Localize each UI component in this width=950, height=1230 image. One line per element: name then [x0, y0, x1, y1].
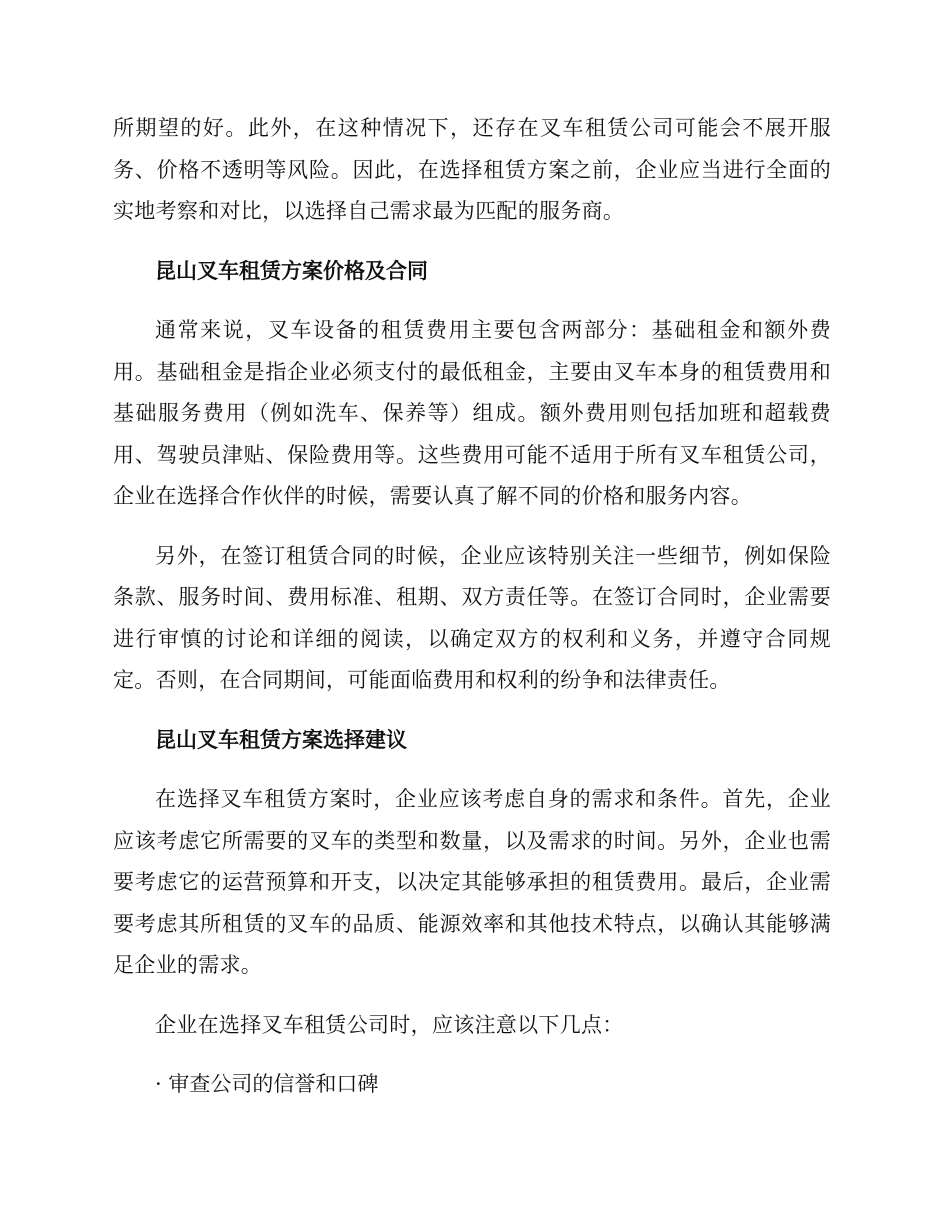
- paragraph-rental-fees: 通常来说，叉车设备的租赁费用主要包含两部分：基础租金和额外费用。基础租金是指企业必须支付的最低租金，主要由叉车本身的租赁费用和基础服务费用（例如洗车、保养等）组成。额外费用则包括加班和超载费用、驾驶员津贴、保险费用等。这些费用可能不适用于所有叉车租赁公司，企业在选择合作伙伴的时候，需要认真了解不同的价格和服务内容。: [113, 318, 831, 508]
- paragraph-continuation: 所期望的好。此外，在这种情况下，还存在叉车租赁公司可能会不展开服务、价格不透明等风险。因此，在选择租赁方案之前，企业应当进行全面的实地考察和对比，以选择自己需求最为匹配的服务商。: [113, 116, 831, 223]
- section-heading-price-contract: 昆山叉车租赁方案价格及合同: [155, 258, 428, 283]
- document-page: [113, 108, 831, 1106]
- paragraph-selection-considerations: 在选择叉车租赁方案时，企业应该考虑自身的需求和条件。首先，企业应该考虑它所需要的叉车的类型和数量，以及需求的时间。另外，企业也需要考虑它的运营预算和开支，以决定其能够承担的租赁费用。最后，企业需要考虑其所租赁的叉车的品质、能源效率和其他技术特点，以确认其能够满足企业的需求。: [113, 787, 831, 977]
- paragraph-contract-details: 另外，在签订租赁合同的时候，企业应该特别关注一些细节，例如保险条款、服务时间、费用标准、租期、双方责任等。在签订合同时，企业需要进行审慎的讨论和详细的阅读，以确定双方的权利和义务，并遵守合同规定。否则，在合同期间，可能面临费用和权利的纷争和法律责任。: [113, 543, 831, 692]
- list-item-reputation: · 审查公司的信誉和口碑: [155, 1072, 379, 1096]
- section-heading-selection-advice: 昆山叉车租赁方案选择建议: [155, 727, 407, 752]
- paragraph-company-selection-intro: 企业在选择叉车租赁公司时，应该注意以下几点：: [155, 1012, 624, 1037]
